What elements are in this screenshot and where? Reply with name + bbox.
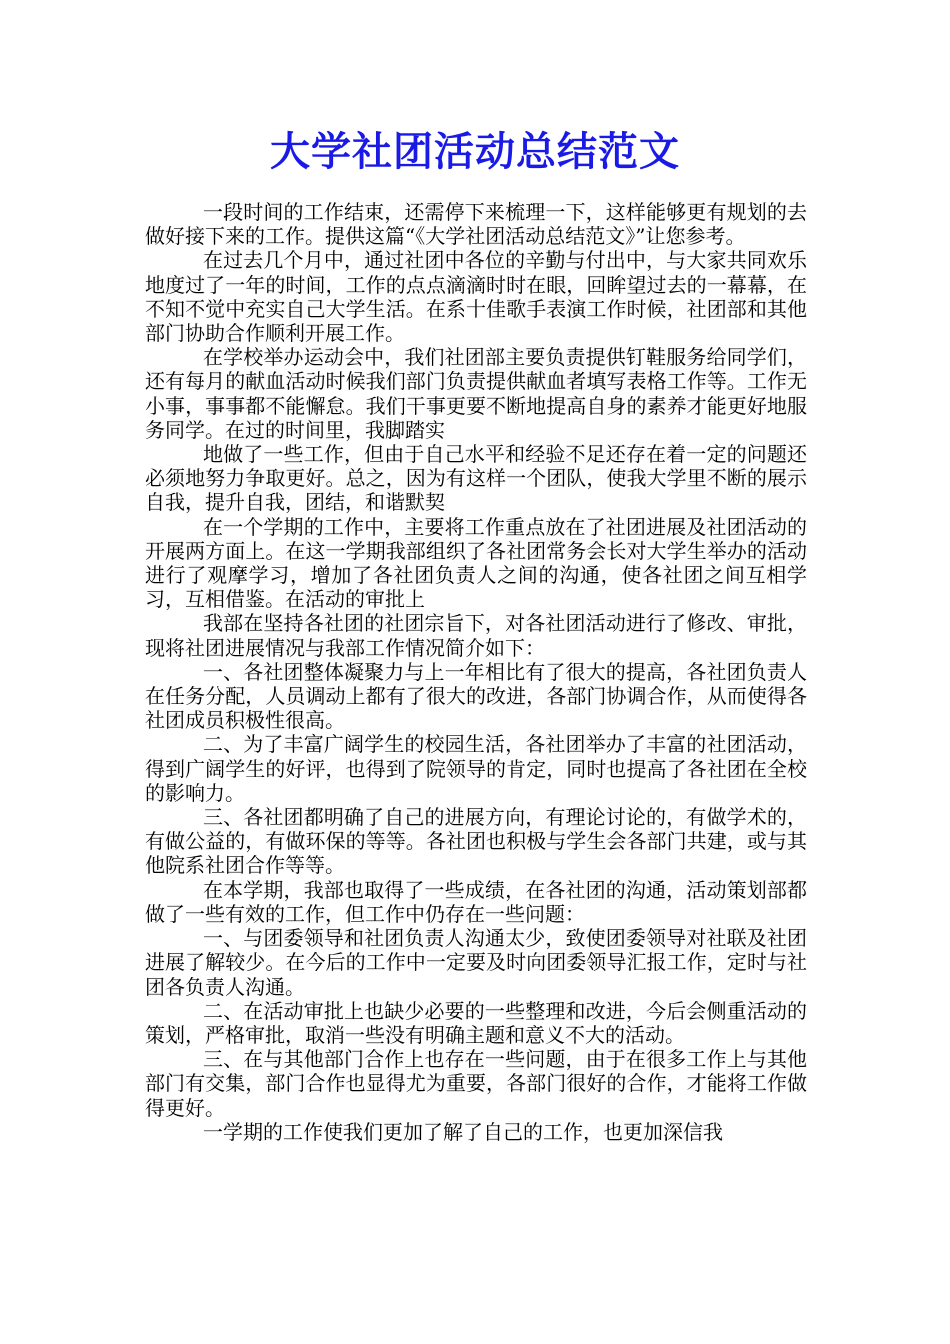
document-body bbox=[145, 200, 807, 1144]
paragraph-review-intro: 我部在坚持各社团的社团宗旨下，对各社团活动进行了修改、审批，现将社团进展情况与我部工作情况简介如下： bbox=[145, 611, 807, 660]
document-title: 大学社团活动总结范文 bbox=[270, 128, 680, 175]
paragraph-problems-intro: 在本学期，我部也取得了一些成绩，在各社团的沟通，活动策划部都做了一些有效的工作，但工作中仍存在一些问题： bbox=[145, 877, 807, 926]
paragraph-problem-3: 三、在与其他部门合作上也存在一些问题，由于在很多工作上与其他部门有交集，部门合作也显得尤为重要，各部门很好的合作，才能将工作做得更好。 bbox=[145, 1047, 807, 1120]
paragraph-problem-2: 二、在活动审批上也缺少必要的一些整理和改进，今后会侧重活动的策划，严格审批，取消一些没有明确主题和意义不大的活动。 bbox=[145, 998, 807, 1047]
paragraph-point-2: 二、为了丰富广阔学生的校园生活，各社团举办了丰富的社团活动，得到广阔学生的好评，也得到了院领导的肯定，同时也提高了各社团在全校的影响力。 bbox=[145, 732, 807, 805]
paragraph-sports-meet: 在学校举办运动会中，我们社团部主要负责提供钉鞋服务给同学们，还有每月的献血活动时候我们部门负责提供献血者填写表格工作等。工作无小事，事事都不能懈怠。我们干事更要不断地提高自身的素养才能更好地服务同学。在过的时间里，我脚踏实 bbox=[145, 345, 807, 442]
paragraph-point-3: 三、各社团都明确了自己的进展方向，有理论讨论的，有做学术的，有做公益的，有做环保的等等。各社团也积极与学生会各部门共建，或与其他院系社团合作等等。 bbox=[145, 805, 807, 878]
paragraph-intro: 一段时间的工作结束，还需停下来梳理一下，这样能够更有规划的去做好接下来的工作。提供这篇“《大学社团活动总结范文》”让您参考。 bbox=[145, 200, 807, 249]
paragraph-point-1: 一、各社团整体凝聚力与上一年相比有了很大的提高，各社团负责人在任务分配，人员调动上都有了很大的改进，各部门协调合作，从而使得各社团成员积极性很高。 bbox=[145, 659, 807, 733]
paragraph-closing: 一学期的工作使我们更加了解了自己的工作，也更加深信我 bbox=[203, 1119, 723, 1144]
paragraph-problem-1: 一、与团委领导和社团负责人沟通太少，致使团委领导对社联及社团进展了解较少。在今后的工作中一定要及时向团委领导汇报工作，定时与社团各负责人沟通。 bbox=[145, 926, 807, 999]
paragraph-semester-focus: 在一个学期的工作中，主要将工作重点放在了社团进展及社团活动的开展两方面上。在这一学期我部组织了各社团常务会长对大学生举办的活动进行了观摩学习，增加了各社团负责人之间的沟通，使各社团之间互相学习，互相借鉴。在活动的审批上 bbox=[145, 514, 807, 612]
paragraph-past-months: 在过去几个月中，通过社团中各位的辛勤与付出中，与大家共同欢乐地度过了一年的时间，工作的点点滴滴时时在眼，回眸望过去的一幕幕，在不知不觉中充实自己大学生活。在系十佳歌手表演工作时候，社团部和其他部门协助合作顺利开展工作。 bbox=[145, 248, 807, 346]
paragraph-team: 地做了一些工作，但由于自己水平和经验不足还存在着一定的问题还必须地努力争取更好。总之，因为有这样一个团队，使我大学里不断的展示自我，提升自我，团结，和谐默契 bbox=[145, 442, 807, 515]
